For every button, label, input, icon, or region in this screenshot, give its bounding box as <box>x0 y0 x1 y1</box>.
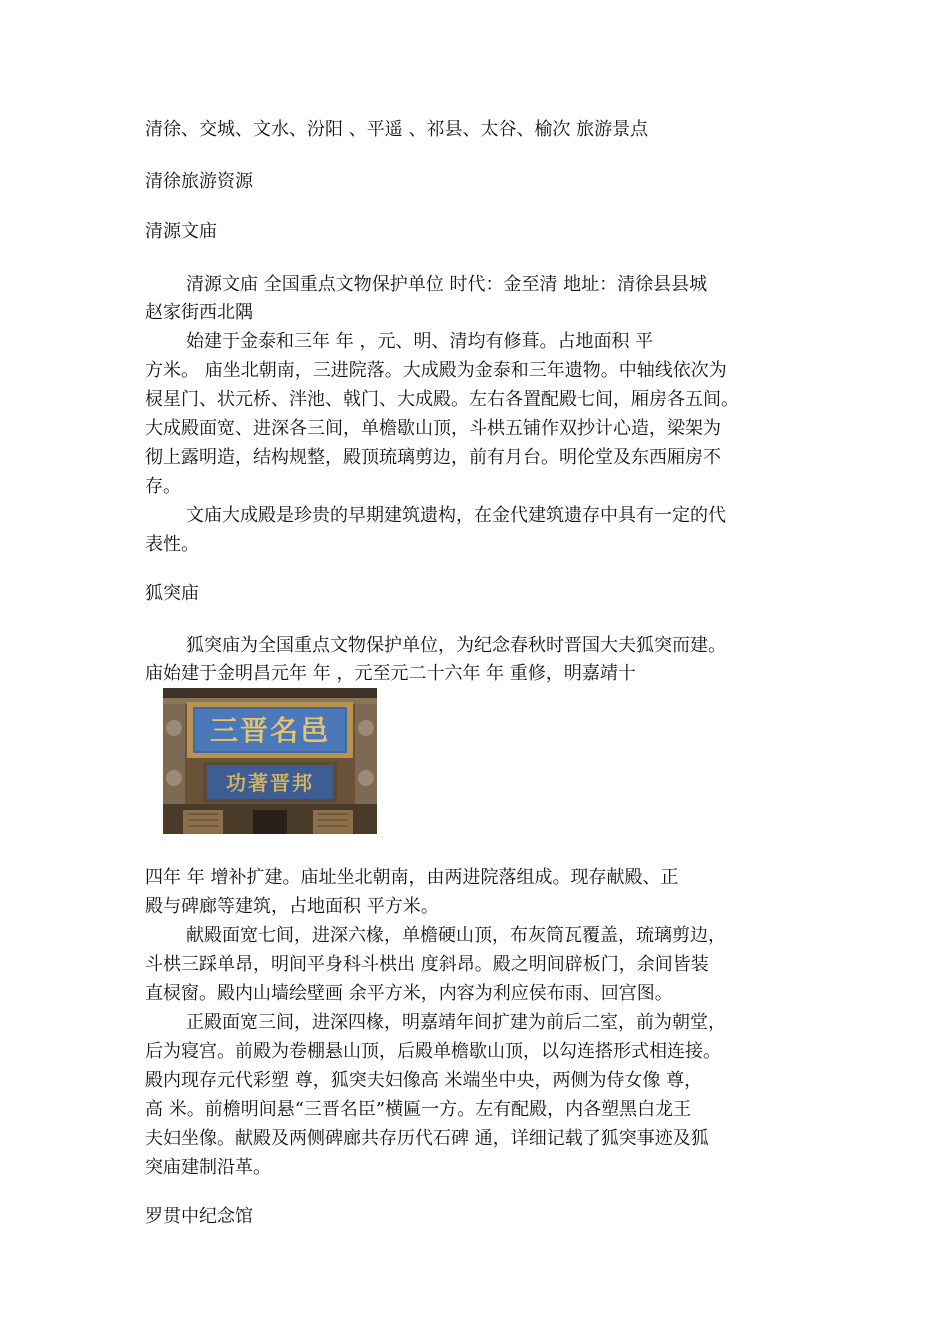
text-line: 清源文庙 全国重点文物保护单位 时代：金至清 地址：清徐县县城 <box>186 274 708 295</box>
text-line: 棂星门、状元桥、泮池、戟门、大成殿。左右各置配殿七间，厢房各五间。 <box>145 389 739 410</box>
plaque-upper-text: 三晋名邑 <box>209 714 331 747</box>
text-line: 献殿面宽七间，进深六椽，单檐硬山顶，布灰筒瓦覆盖，琉璃剪边， <box>186 925 726 946</box>
text-line: 存。 <box>145 476 181 497</box>
text-line: 殿与碑廊等建筑，占地面积 平方米。 <box>145 896 439 917</box>
text-line: 后为寝宫。前殿为卷棚悬山顶，后殿单檐歇山顶，以勾连搭形式相连接。 <box>145 1041 721 1062</box>
temple-plaque-photo <box>163 688 377 834</box>
text-line: 夫妇坐像。献殿及两侧碑廊共存历代石碑 通，详细记载了狐突事迹及狐 <box>145 1128 709 1149</box>
text-line: 方米。 庙坐北朝南，三进院落。大成殿为金泰和三年遗物。中轴线依次为 <box>145 360 727 381</box>
text-line: 斗栱三踩单昂，明间平身科斗栱出 度斜昂。殿之明间辟板门，余间皆装 <box>145 954 709 975</box>
text-line: 庙始建于金明昌元年 年 ，元至元二十六年 年 重修，明嘉靖十 <box>145 663 636 684</box>
text-line: 表性。 <box>145 534 199 555</box>
wenmiao-heading: 清源文庙 <box>145 221 217 242</box>
text-line: 大成殿面宽、进深各三间，单檐歇山顶，斗栱五铺作双抄计心造，梁架为 <box>145 418 721 439</box>
text-line: 狐突庙为全国重点文物保护单位，为纪念春秋时晋国大夫狐突而建。 <box>186 635 726 656</box>
text-line: 直棂窗。殿内山墙绘壁画 余平方米，内容为利应侯布雨、回宫图。 <box>145 983 673 1004</box>
document-title: 清徐、交城、文水、汾阳 、平遥 、祁县、太谷、榆次 旅游景点 <box>145 119 649 140</box>
text-line: 四年 年 增补扩建。庙址坐北朝南，由两进院落组成。现存献殿、正 <box>145 867 679 888</box>
text-line: 文庙大成殿是珍贵的早期建筑遗构，在金代建筑遗存中具有一定的代 <box>186 505 726 526</box>
text-line: 始建于金泰和三年 年 ，元、明、清均有修葺。占地面积 平 <box>186 331 654 352</box>
luoguanzhong-heading: 罗贯中纪念馆 <box>145 1206 253 1227</box>
text-line: 殿内现存元代彩塑 尊，狐突夫妇像高 米端坐中央，两侧为侍女像 尊， <box>145 1070 703 1091</box>
hutu-heading: 狐突庙 <box>145 583 199 604</box>
text-line: 彻上露明造，结构规整，殿顶琉璃剪边，前有月台。明伦堂及东西厢房不 <box>145 447 721 468</box>
text-line: 正殿面宽三间，进深四椽，明嘉靖年间扩建为前后二室，前为朝堂， <box>186 1012 726 1033</box>
section-heading: 清徐旅游资源 <box>145 171 253 192</box>
text-line: 赵家街西北隅 <box>145 302 253 323</box>
text-line: 高 米。前檐明间悬“三晋名臣”横匾一方。左有配殿，内各塑黑白龙王 <box>145 1099 692 1120</box>
text-line: 突庙建制沿革。 <box>145 1157 271 1178</box>
plaque-lower-text: 功著晋邦 <box>226 771 314 795</box>
